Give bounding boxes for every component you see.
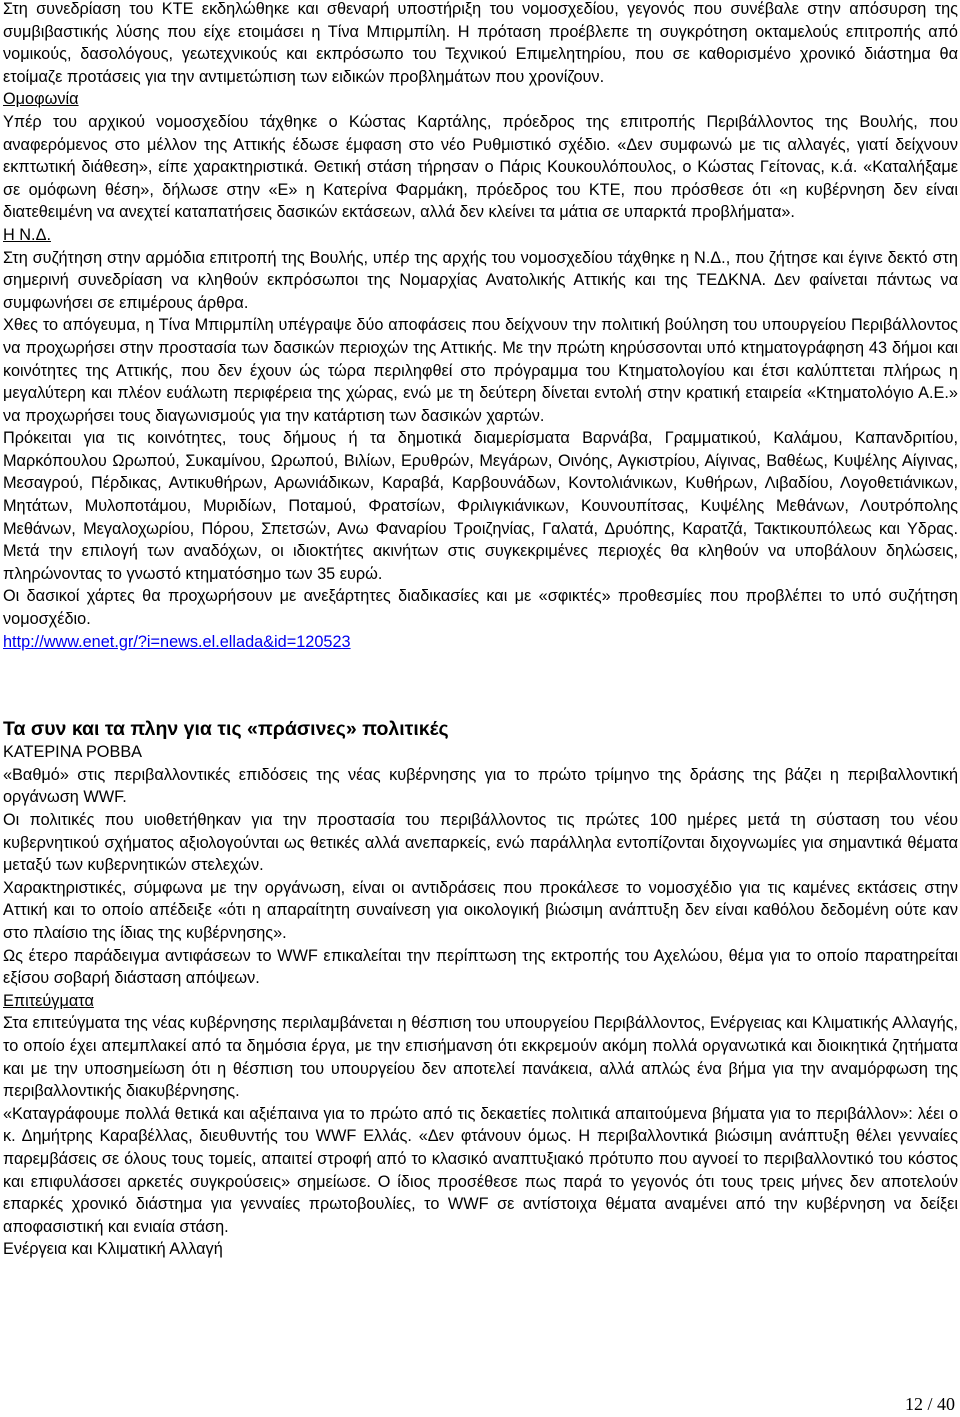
paragraph: Στη συνεδρίαση του ΚΤΕ εκδηλώθηκε και σθεναρή υποστήριξη του νομοσχεδίου, γεγονός που συνέβαλε στην απόσυρση της συμβιβαστικής λύσης που είχε ετοιμάσει η Τίνα Μπιρμπίλη. Η πρόταση προέβλεπε τη συγκρότηση οκταμελούς επιτροπής από νομικούς, δασολόγους, γεωτεχνικούς και εκπρόσωπο του Τεχνικού Επιμελητηρίου, που σε καθορισμένο χρονικό διάστημα θα ετοίμαζε προτάσεις για την αντιμετώπιση των ειδικών προβλημάτων που χρονίζουν.: [3, 0, 958, 86]
paragraph: Υπέρ του αρχικού νομοσχεδίου τάχθηκε ο Κώστας Καρτάλης, πρόεδρος της επιτροπής Περιβάλλοντος της Βουλής, που αναφερόμενος στο μέλλον της Αττικής έδωσε έμφαση στο νέο Ρυθμιστικό σχέδιο. «Δεν συμφωνώ με τις αλλαγές, γιατί δείχνουν εκπτωτική διάθεση», είπε χαρακτηριστικά. Θετική στάση τήρησαν ο Πάρις Κουκουλόπουλος, ο Κώστας Γείτονας, κ.ά. «Καταλήξαμε σε ομόφωνη θέση», δήλωσε στην «Ε» η Κατερίνα Φαρμάκη, πρόεδρος του ΚΤΕ, που πρόσθεσε ότι «η κυβέρνηση δεν είναι διατεθειμένη να ανεχτεί καταπατήσεις δασικών εκτάσεων, αλλά δεν κλείνει τα μάτια σε υπαρκτά προβλήματα».: [3, 112, 958, 222]
paragraph: Οι δασικοί χάρτες θα προχωρήσουν με ανεξάρτητες διαδικασίες και με «σφικτές» προθεσμίες που προβλέπει το υπό συζήτηση νομοσχέδιο.: [3, 587, 958, 629]
subheading-energeia: Ενέργεια και Κλιματική Αλλαγή: [3, 1240, 223, 1259]
paragraph: Ως έτερο παράδειγμα αντιφάσεων το WWF επικαλείται την περίπτωση της εκτροπής του Αχελώου, θέμα για το οποίο παρατηρείται εξίσου σοβαρή διάσταση απόψεων.: [3, 946, 958, 988]
paragraph: «Καταγράφουμε πολλά θετικά και αξιέπαινα για το πρώτο από τις δεκαετίες πολιτικά απαιτούμενα βήματα για το περιβάλλον»: λέει ο κ. Δημήτρης Καραβέλλας, διευθυντής του WWF Ελλάς. «Δεν φτάνουν όμως. Η περιβαλλοντικά βιώσιμη ανάπτυξη θέλει γενναίες παρεμβάσεις σε όλους τους τομείς, απαιτεί στροφή από το κλασικό αναπτυξιακό πρότυπο που αγνοεί το περιβαλλοντικό του κόστος και επιφυλάσσει αρκετές συγκρούσεις» σημείωσε. Ο ίδιος προσέθεσε πως παρά το γεγονός ότι τους τρεις μήνες δεν αποτελούν επαρκές χρονικό διάστημα για γενναίες πρωτοβουλίες, το WWF σε αντίστοιχα θέματα αναμένει από την κυβέρνηση να δείξει αποφασιστική και ενιαία στάση.: [3, 1104, 958, 1236]
paragraph: Στη συζήτηση στην αρμόδια επιτροπή της Βουλής, υπέρ της αρχής του νομοσχεδίου τάχθηκε η Ν.Δ., που ζήτησε και έγινε δεκτό στη σημερινή συνεδρίαση να κληθούν εκπρόσωποι της Νομαρχίας Ανατολικής Αττικής και της ΤΕΔΚΝΑ. Δεν φαίνεται πάντως να συμφωνήσει σε επιμέρους άρθρα.: [3, 248, 958, 312]
source-link-line: [3, 631, 958, 654]
paragraph: Χαρακτηριστικές, σύμφωνα με την οργάνωση, είναι οι αντιδράσεις που προκάλεσε το νομοσχέδιο για τις καμένες εκτάσεις στην Αττική και το οποίο απέδειξε «ότι η απαραίτητη συναίνεση για οικολογική βιώσιμη ανάπτυξη δεν είναι καθόλου δεδομένη ούτε καν στο πλαίσιο της ίδιας της κυβέρνησης».: [3, 878, 958, 942]
article-title: Τα συν και τα πλην για τις «πράσινες» πολιτικές: [3, 718, 449, 741]
page-number: 12 / 40: [904, 1394, 955, 1414]
paragraph: «Βαθμό» στις περιβαλλοντικές επιδόσεις της νέας κυβέρνησης για το πρώτο τρίμηνο της δράσης της βάζει η περιβαλλοντική οργάνωση WWF.: [3, 765, 958, 807]
source-link[interactable]: http://www.enet.gr/?i=news.el.ellada&id=120523: [3, 632, 351, 651]
document-page: [3, 0, 958, 1261]
section-gap: [3, 653, 958, 717]
paragraph: Στα επιτεύγματα της νέας κυβέρνησης περιλαμβάνεται η θέσπιση του υπουργείου Περιβάλλοντος, Ενέργειας και Κλιματικής Αλλαγής, το οποίο έχει απεμπλακεί από τα δημόσια έργα, με την επισήμανση ότι εκκρεμούν ακόμη πολλά οργανωτικά και διοικητικά ζητήματα και με την υποσημείωση ότι η θέσπιση του υπουργείου δεν αποτελεί πανάκεια, αλλά απλώς ένα βήμα για την αναμόρφωση της περιβαλλοντικής διακυβέρνησης.: [3, 1014, 958, 1101]
subheading-omofonia: Ομοφωνία: [3, 90, 79, 109]
article-author: ΚΑΤΕΡΙΝΑ ΡΟΒΒΑ: [3, 743, 143, 762]
subheading-epiteugmata: Επιτεύγματα: [3, 991, 94, 1010]
paragraph: Οι πολιτικές που υιοθετήθηκαν για την προστασία του περιβάλλοντος τις πρώτες 100 ημέρες μετά τη σύσταση του νέου κυβερνητικού σχήματος αξιολογούνται ως θετικές αλλά ανεπαρκείς, ενώ παράλληλα εντοπίζονται διχογνωμίες για σημαντικά θέματα μεταξύ των κυβερνητικών στελεχών.: [3, 811, 958, 875]
subheading-nd: Η Ν.Δ.: [3, 225, 51, 244]
paragraph: Χθες το απόγευμα, η Τίνα Μπιρμπίλη υπέγραψε δύο αποφάσεις που δείχνουν την πολιτική βούληση του υπουργείου Περιβάλλοντος να προχωρήσει στην προστασία των δασικών περιοχών της Αττικής. Με την πρώτη κηρύσσονται υπό κτηματογράφηση 43 δήμοι και κοινότητες της Αττικής, που δεν έχουν ώς τώρα περιληφθεί στο πρόγραμμα του Κτηματολογίου και έτσι καλύπτεται πλήρως η μεγαλύτερη και πλέον ευάλωτη περιφέρεια της χώρας, ενώ με τη δεύτερη δίνεται εντολή στην κρατική εταιρεία «Κτηματολόγιο Α.Ε.» να προχωρήσει τους διαγωνισμούς για την κατάρτιση των δασικών χαρτών.: [3, 316, 958, 425]
paragraph: Πρόκειται για τις κοινότητες, τους δήμους ή τα δημοτικά διαμερίσματα Βαρνάβα, Γραμματικού, Καλάμου, Καπανδριτίου, Μαρκόπουλου Ωρωπού, Συκαμίνου, Ωρωπού, Βιλίων, Ερυθρών, Μεγάρων, Οινόης, Αγκιστρίου, Αίγινας, Βαθέως, Κυψέλης Αίγινας, Μεσαγρού, Πέρδικας, Αντικυθήρων, Αρωνιάδικων, Καραβά, Καρβουνάδων, Κοντολιάνικων, Κυθήρων, Λιβαδίου, Λογοθετιάνικων, Μητάτων, Μυλοποτάμου, Μυριδίων, Ποταμού, Φρατσίων, Φριλιγκιάνικων, Κουνουπίτσας, Κυψέλης Μεθάνων, Λουτρόπολης Μεθάνων, Μεγαλοχωρίου, Πόρου, Σπετσών, Ανω Φαναρίου Τροιζηνίας, Γαλατά, Δρυόπης, Καρατζά, Τακτικουπόλεως και Υδρας. Μετά την επιλογή των αναδόχων, οι ιδιοκτήτες ακινήτων στις συγκεκριμένες περιοχές θα κληθούν να υποβάλουν δηλώσεις, πληρώνοντας το γνωστό κτηματόσημο των 35 ευρώ.: [3, 429, 958, 583]
